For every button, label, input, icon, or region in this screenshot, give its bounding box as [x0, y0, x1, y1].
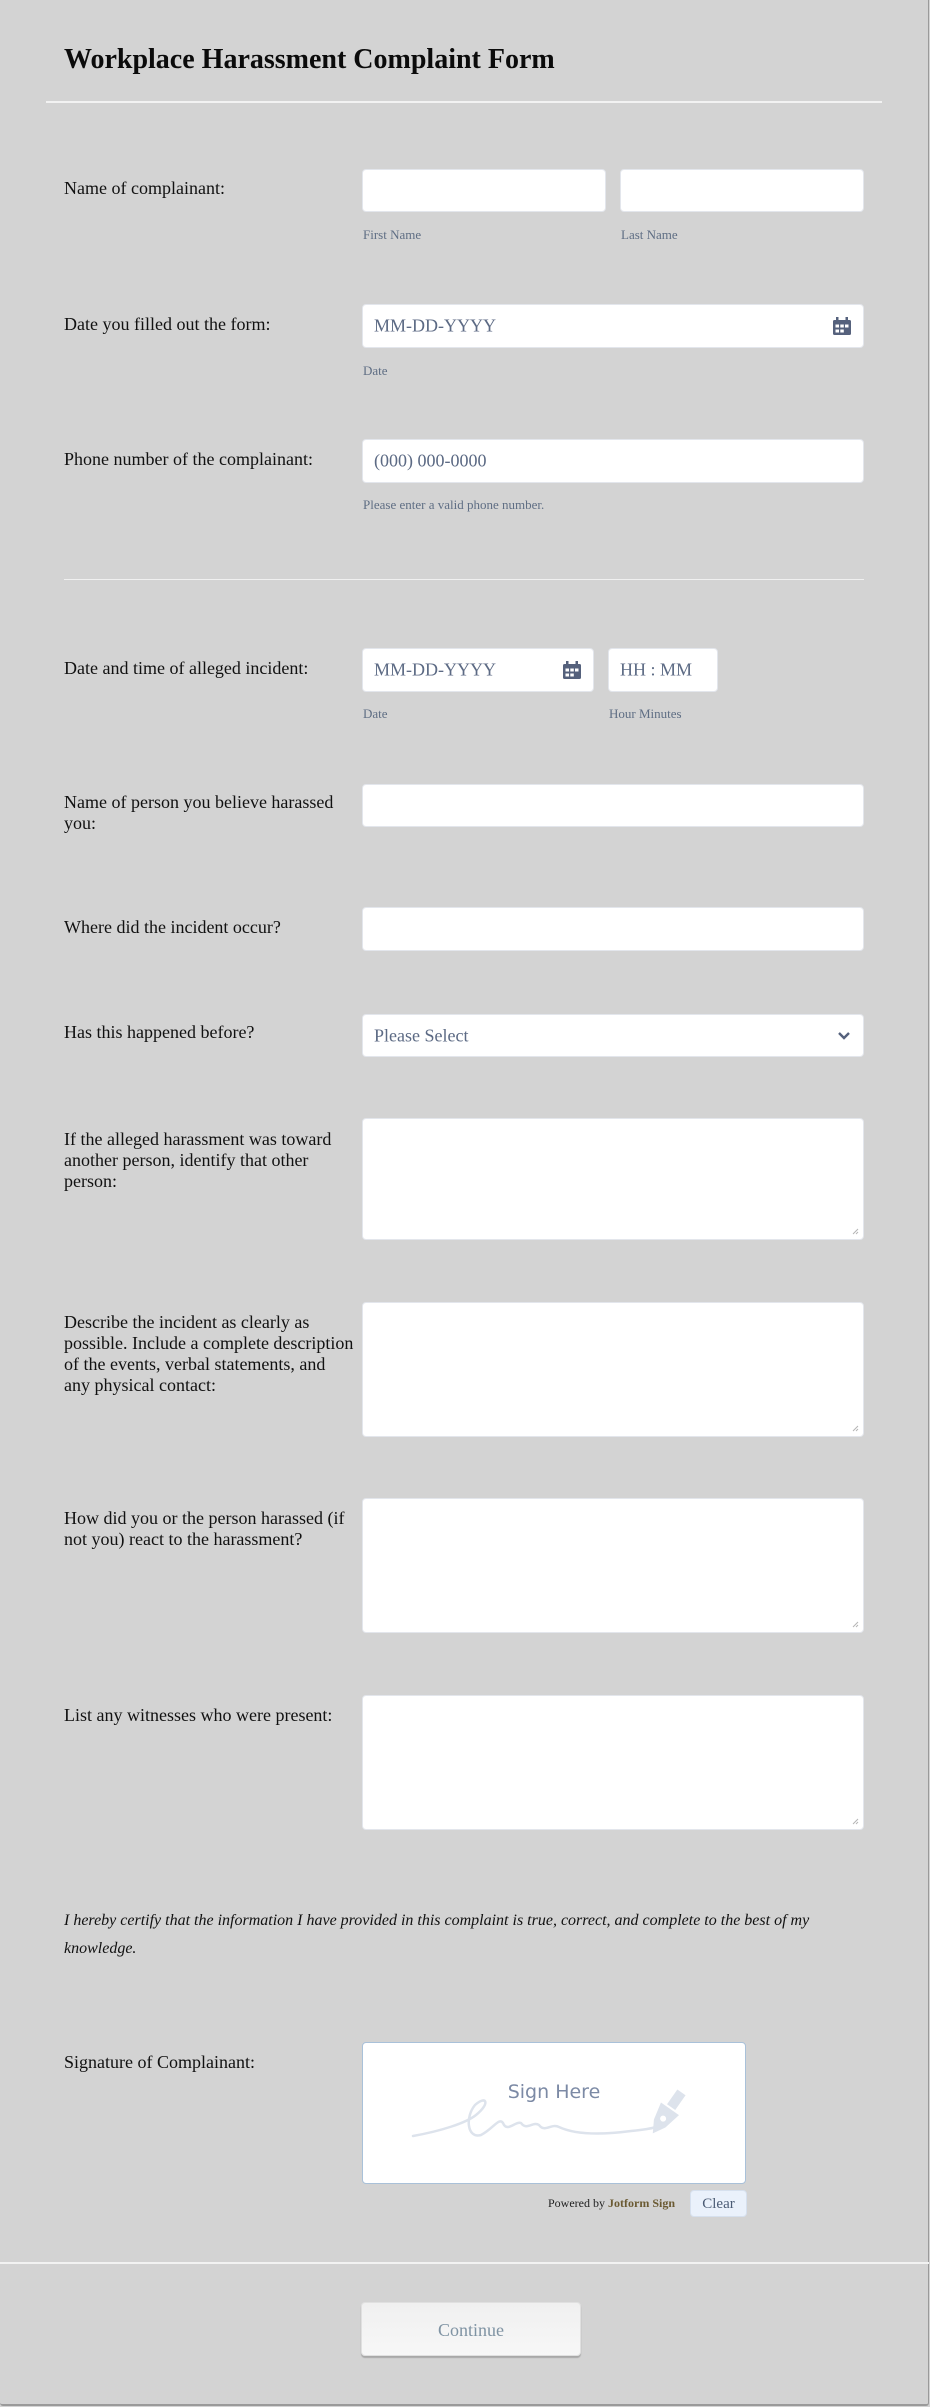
- phone-placeholder: (000) 000-0000: [374, 450, 487, 471]
- powered-by-prefix: Powered by: [548, 2196, 605, 2210]
- happened-before-label: Has this happened before?: [64, 1022, 255, 1042]
- resize-handle-icon[interactable]: [851, 1620, 859, 1628]
- harasser-name-label: Name of person you believe harassed you:: [64, 792, 334, 833]
- continue-button[interactable]: Continue: [361, 2302, 581, 2356]
- incident-time-placeholder: HH : MM: [620, 659, 693, 680]
- filled-date-label: Date you filled out the form:: [64, 314, 271, 334]
- witnesses-label: List any witnesses who were present:: [64, 1705, 333, 1725]
- signature-pad[interactable]: [362, 2042, 746, 2184]
- other-person-textarea[interactable]: [362, 1118, 864, 1240]
- witnesses-textarea[interactable]: [362, 1695, 864, 1830]
- resize-handle-icon[interactable]: [851, 1424, 859, 1432]
- incident-date-sublabel: Date: [363, 706, 388, 721]
- phone-input[interactable]: [362, 439, 864, 483]
- filled-date-sublabel: Date: [363, 363, 388, 378]
- clear-signature-button[interactable]: Clear: [690, 2190, 747, 2217]
- description-label: Describe the incident as clearly as possible. Include a complete description of the events, verbal statements, and any physical contact:: [64, 1312, 354, 1395]
- complainant-name-label: Name of complainant:: [64, 178, 225, 198]
- jotform-sign-brand: Jotform Sign: [608, 2196, 675, 2210]
- incident-datetime-label: Date and time of alleged incident:: [64, 658, 309, 678]
- calendar-icon[interactable]: [833, 317, 851, 335]
- powered-by-text: [548, 2196, 675, 2211]
- signature-label: Signature of Complainant:: [64, 2052, 255, 2072]
- happened-before-selected: Please Select: [374, 1025, 469, 1045]
- incident-time-input[interactable]: [608, 648, 718, 692]
- incident-date-placeholder: MM-DD-YYYY: [374, 659, 496, 680]
- form-title: Workplace Harassment Complaint Form: [64, 44, 555, 75]
- calendar-icon[interactable]: [563, 661, 581, 679]
- phone-label: Phone number of the complainant:: [64, 449, 313, 469]
- first-name-input[interactable]: [362, 169, 606, 212]
- reaction-textarea[interactable]: [362, 1498, 864, 1633]
- location-label: Where did the incident occur?: [64, 917, 281, 937]
- chevron-down-icon: [837, 1031, 851, 1041]
- harasser-name-input[interactable]: [362, 784, 864, 827]
- incident-date-input[interactable]: [362, 648, 594, 692]
- other-person-label: If the alleged harassment was toward another person, identify that other person:: [64, 1129, 332, 1191]
- happened-before-select[interactable]: [362, 1014, 864, 1057]
- incident-time-sublabel: Hour Minutes: [609, 706, 682, 721]
- header-divider: [46, 101, 882, 103]
- resize-handle-icon[interactable]: [851, 1227, 859, 1235]
- location-input[interactable]: [362, 907, 864, 951]
- last-name-sublabel: Last Name: [621, 227, 678, 242]
- last-name-input[interactable]: [620, 169, 864, 212]
- footer-divider: [0, 2262, 929, 2264]
- resize-handle-icon[interactable]: [851, 1817, 859, 1825]
- sign-here-prompt: Sign Here: [507, 2081, 601, 2103]
- signature-scribble-icon: [411, 2081, 701, 2151]
- filled-date-placeholder: MM-DD-YYYY: [374, 315, 496, 336]
- filled-date-input[interactable]: [362, 304, 864, 348]
- first-name-sublabel: First Name: [363, 227, 422, 242]
- description-textarea[interactable]: [362, 1302, 864, 1437]
- phone-sublabel: Please enter a valid phone number.: [363, 497, 545, 512]
- section-divider: [64, 579, 864, 580]
- reaction-label: How did you or the person harassed (if not you) react to the harassment?: [64, 1508, 345, 1549]
- certification-text: I hereby certify that the information I have provided in this complaint is true, correct, and complete to the best of my knowledge.: [64, 1912, 810, 1957]
